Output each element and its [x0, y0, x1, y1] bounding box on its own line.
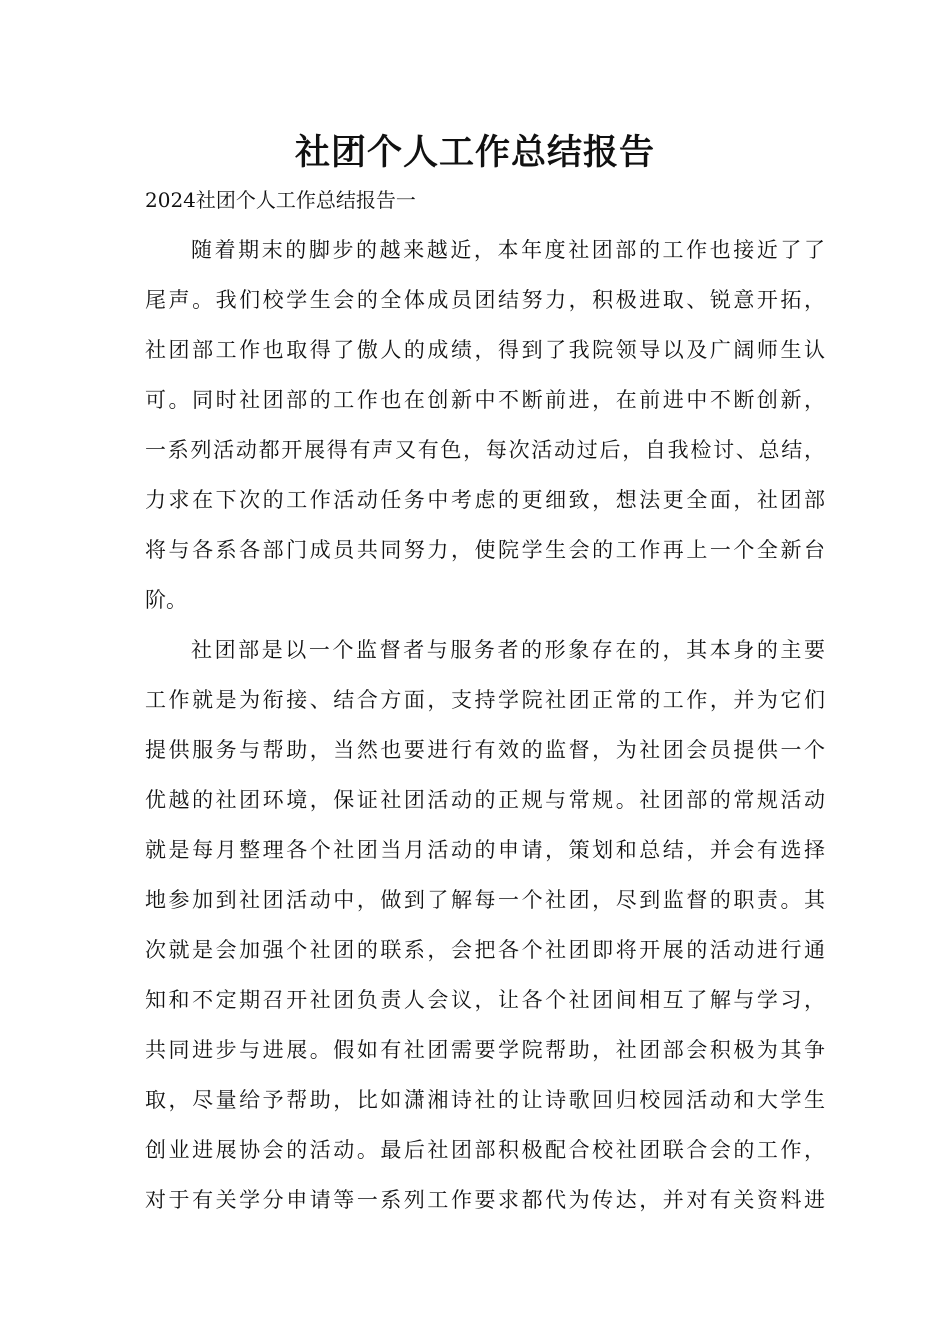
paragraph-line: 就是每月整理各个社团当月活动的申请，策划和总结，并会有选择 — [145, 838, 825, 862]
paragraph-line: 对于有关学分申请等一系列工作要求都代为传达，并对有关资料进 — [145, 1188, 825, 1212]
paragraph-2 — [145, 625, 825, 1225]
paragraph-line: 社团部是以一个监督者与服务者的形象存在的，其本身的主要 — [191, 638, 825, 662]
paragraph-line: 知和不定期召开社团负责人会议，让各个社团间相互了解与学习， — [145, 988, 825, 1012]
paragraph-line: 随着期末的脚步的越来越近，本年度社团部的工作也接近了了 — [191, 238, 825, 262]
paragraph-line: 地参加到社团活动中，做到了解每一个社团，尽到监督的职责。其 — [145, 888, 825, 912]
paragraph-line: 共同进步与进展。假如有社团需要学院帮助，社团部会积极为其争 — [145, 1038, 825, 1062]
paragraph-line: 社团部工作也取得了傲人的成绩，得到了我院领导以及广阔师生认 — [145, 338, 825, 362]
paragraph-line: 尾声。我们校学生会的全体成员团结努力，积极进取、锐意开拓， — [145, 288, 825, 312]
document-title: 社团个人工作总结报告 — [294, 133, 655, 173]
paragraph-line: 工作就是为衔接、结合方面，支持学院社团正常的工作，并为它们 — [145, 688, 825, 712]
paragraph-line: 一系列活动都开展得有声又有色，每次活动过后，自我检讨、总结， — [145, 438, 825, 462]
paragraph-line: 可。同时社团部的工作也在创新中不断前进，在前进中不断创新， — [145, 388, 825, 412]
document-subtitle: 2024社团个人工作总结报告一 — [145, 188, 416, 212]
paragraph-line: 次就是会加强个社团的联系，会把各个社团即将开展的活动进行通 — [145, 938, 825, 962]
paragraph-line: 创业进展协会的活动。最后社团部积极配合校社团联合会的工作， — [145, 1138, 825, 1162]
paragraph-line: 阶。 — [145, 588, 187, 612]
paragraph-line: 优越的社团环境，保证社团活动的正规与常规。社团部的常规活动 — [145, 788, 825, 812]
paragraph-line: 取，尽量给予帮助，比如潇湘诗社的让诗歌回归校园活动和大学生 — [145, 1088, 825, 1112]
paragraph-line: 将与各系各部门成员共同努力，使院学生会的工作再上一个全新台 — [145, 538, 825, 562]
paragraph-1 — [145, 225, 825, 625]
paragraph-line: 提供服务与帮助，当然也要进行有效的监督，为社团会员提供一个 — [145, 738, 825, 762]
paragraph-line: 力求在下次的工作活动任务中考虑的更细致，想法更全面，社团部 — [145, 488, 825, 512]
